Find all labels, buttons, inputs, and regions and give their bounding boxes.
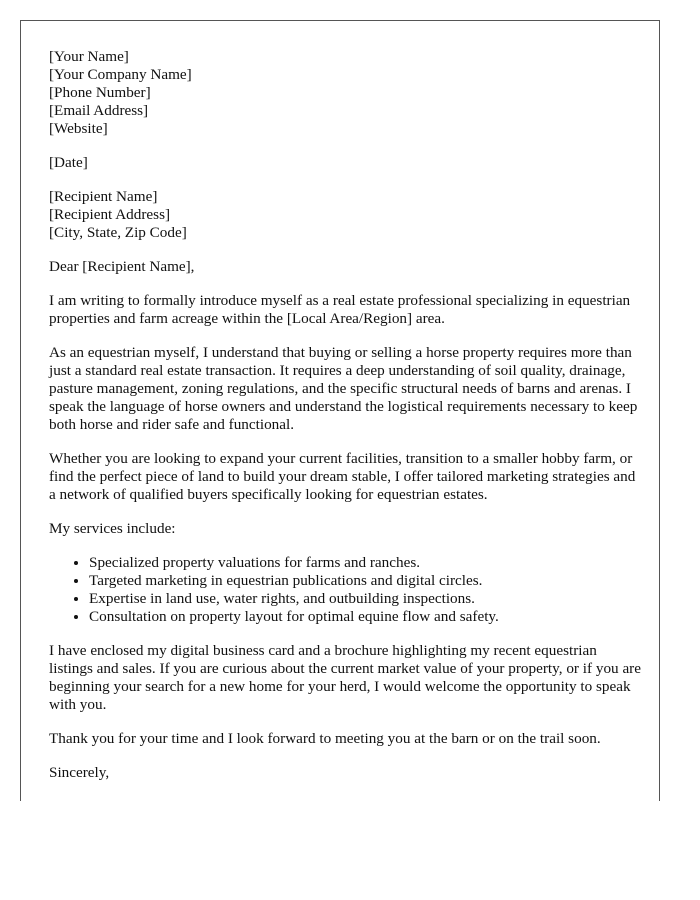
- sender-website: [Website]: [49, 120, 108, 137]
- sender-phone: [Phone Number]: [49, 84, 151, 101]
- services-intro: My services include:: [49, 520, 176, 537]
- letter-date: [Date]: [49, 154, 88, 171]
- services-list: [49, 554, 641, 626]
- sender-email: [Email Address]: [49, 102, 149, 119]
- letter-body: [49, 48, 641, 798]
- list-item: • Targeted marketing in equestrian publications and digital circles.: [89, 572, 641, 590]
- sender-company: [Your Company Name]: [49, 66, 192, 83]
- signoff: Sincerely,: [49, 764, 110, 781]
- sender-name: [Your Name]: [49, 48, 129, 65]
- paragraph-offer: Whether you are looking to expand your current facilities, transition to a smaller hobby farm, or find the perfect piece of land to build your dream stable, I offer tailored marketing strategies and a network of qualified buyers specifically looking for equestrian estates.: [49, 450, 636, 503]
- paragraph-introduction: I am writing to formally introduce myself as a real estate professional specializing in equestrian properties and farm acreage within the [Local Area/Region] area.: [49, 292, 631, 327]
- salutation: Dear [Recipient Name],: [49, 258, 195, 275]
- list-item: • Consultation on property layout for optimal equine flow and safety.: [89, 608, 641, 626]
- paragraph-enclosure: I have enclosed my digital business card and a brochure highlighting my recent equestrian listings and sales. If you are curious about the current market value of your property, or if you are beginning your search for a new home for your herd, I would welcome the opportunity to speak with you.: [49, 642, 641, 713]
- letter-page: [20, 20, 660, 801]
- sender-block: [49, 48, 641, 138]
- recipient-city-state-zip: [City, State, Zip Code]: [49, 224, 187, 241]
- recipient-address: [Recipient Address]: [49, 206, 171, 223]
- list-item: • Expertise in land use, water rights, and outbuilding inspections.: [89, 590, 641, 608]
- paragraph-thanks: Thank you for your time and I look forward to meeting you at the barn or on the trail soon.: [49, 730, 601, 747]
- date-block: [49, 154, 641, 172]
- recipient-block: [49, 188, 641, 242]
- paragraph-expertise: As an equestrian myself, I understand that buying or selling a horse property requires more than just a standard real estate transaction. It requires a deep understanding of soil quality, drainage, pasture management, zoning regulations, and the specific structural needs of barns and arenas. I speak the language of horse owners and understand the logistical requirements necessary to keep both horse and rider safe and functional.: [49, 344, 638, 433]
- list-item: • Specialized property valuations for farms and ranches.: [89, 554, 641, 572]
- recipient-name: [Recipient Name]: [49, 188, 158, 205]
